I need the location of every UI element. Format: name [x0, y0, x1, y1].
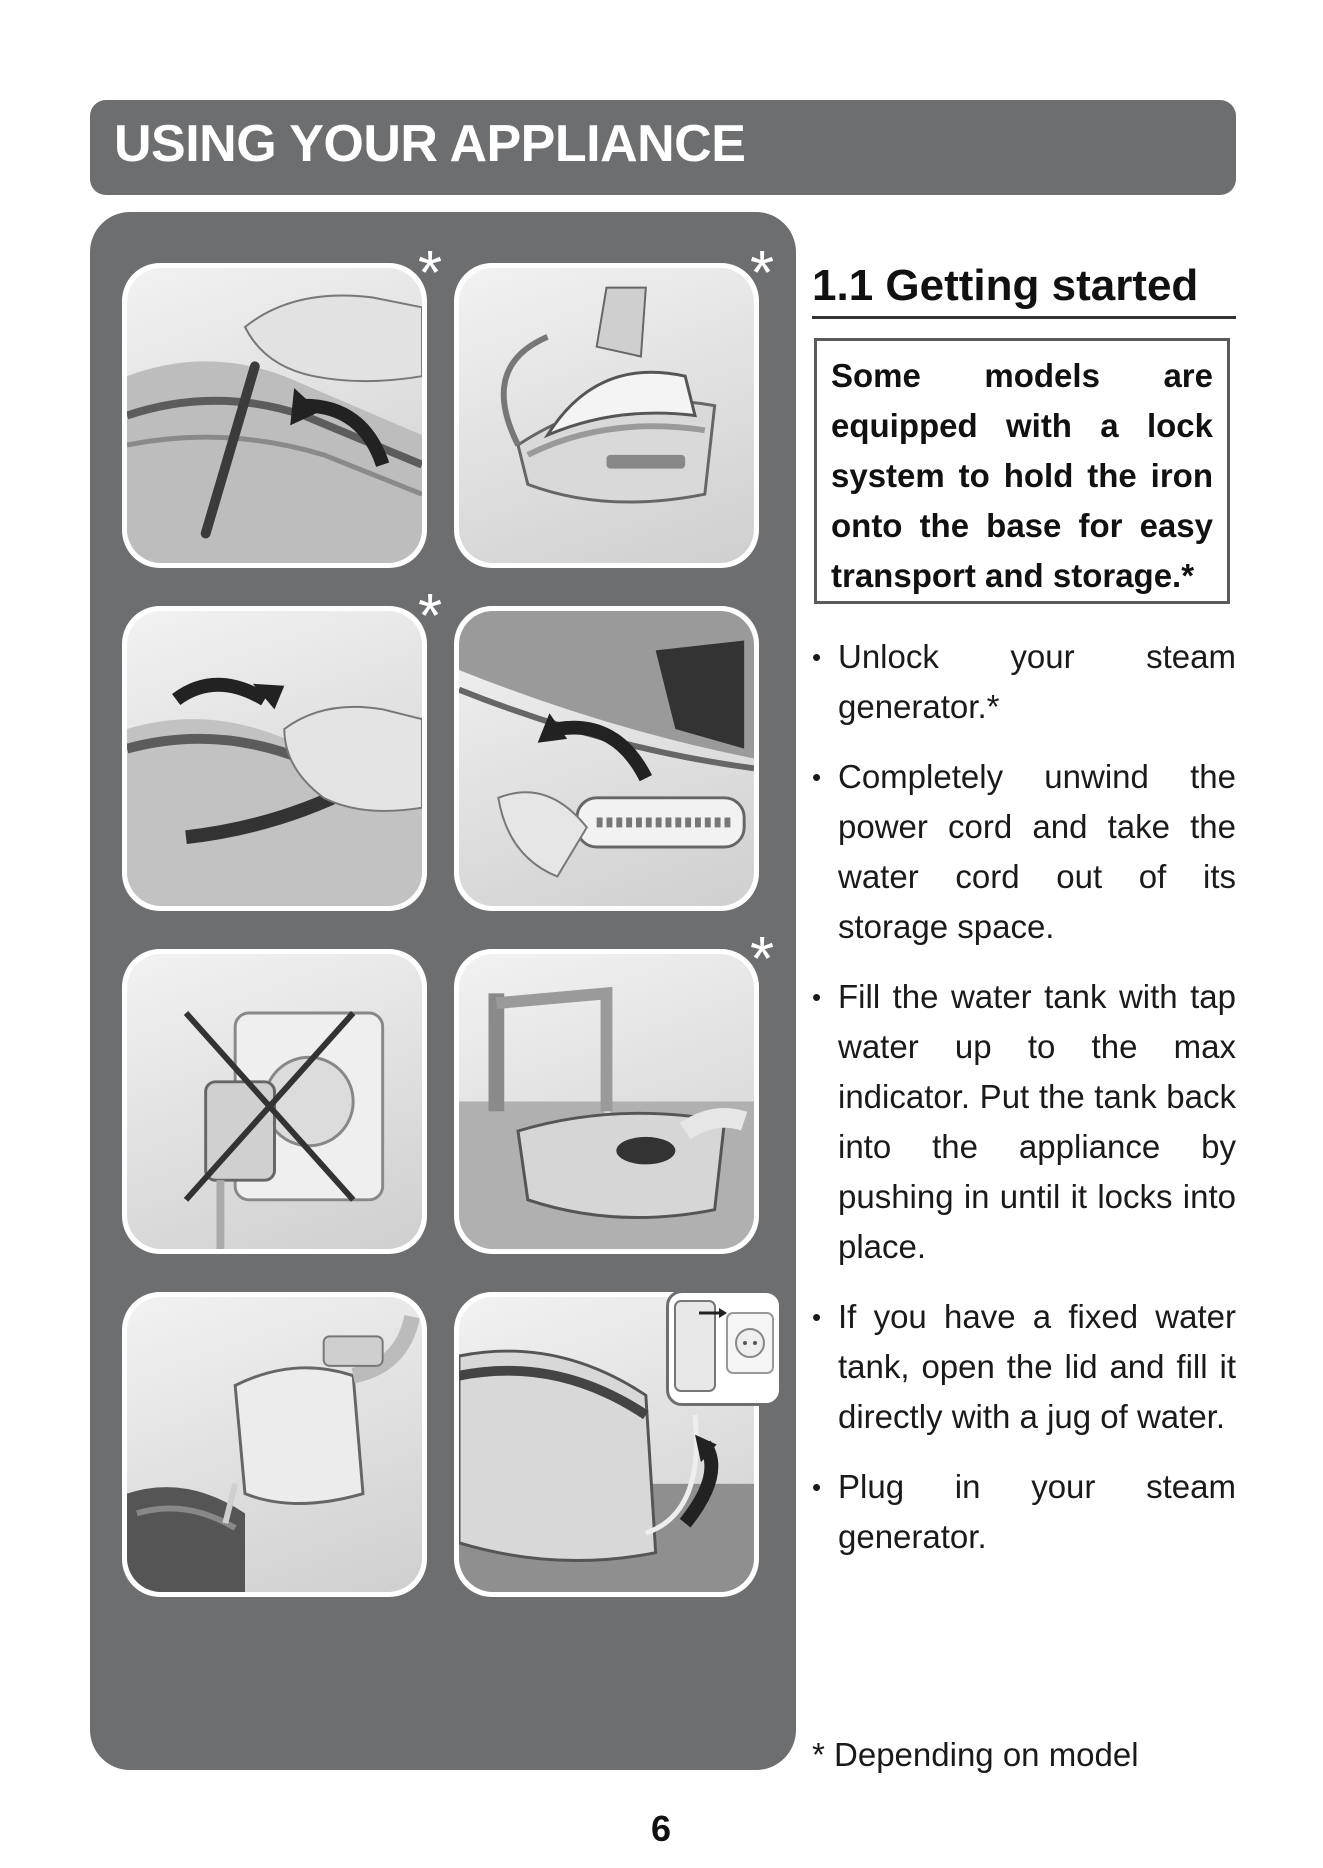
asterisk-mark: * — [418, 239, 443, 308]
illustration-slide-lock-lever — [122, 606, 427, 911]
asterisk-mark: * — [418, 582, 443, 651]
illustration-pull-out-water-cord — [454, 606, 759, 911]
list-item-text: If you have a fixed water tank, open the lid and fill it directly with a jug of water. — [838, 1298, 1236, 1435]
illustration-do-not-plug-in-yet — [122, 949, 427, 1254]
list-item — [812, 972, 1236, 1272]
note-box — [814, 338, 1230, 604]
list-item — [812, 752, 1236, 952]
header-title: USING YOUR APPLIANCE — [114, 115, 746, 173]
list-item — [812, 632, 1236, 732]
footnote: * Depending on model — [812, 1736, 1139, 1773]
illustration-carry-iron-on-base — [454, 263, 759, 568]
list-item — [812, 1292, 1236, 1442]
bullet-marker: • — [812, 762, 822, 792]
socket-inset-image — [666, 1290, 782, 1406]
asterisk-mark: * — [750, 925, 775, 994]
bullet-marker: • — [812, 982, 822, 1012]
note-text: Some models are equipped with a lock system to hold the iron onto the base for easy transport and storage.* — [831, 357, 1213, 594]
section-title-underline — [812, 316, 1236, 319]
bullet-marker: • — [812, 642, 822, 672]
illustration-fill-tank-from-tap — [454, 949, 759, 1254]
illustration-lever-lock-release — [122, 263, 427, 568]
list-item-text: Fill the water tank with tap water up to the max indicator. Put the tank back into the appliance by pushing in until it locks into place. — [838, 978, 1236, 1265]
list-item-text: Plug in your steam generator. — [838, 1468, 1236, 1555]
illustration-fill-fixed-tank-with-jug — [122, 1292, 427, 1597]
asterisk-mark: * — [750, 239, 775, 308]
list-item-text: Unlock your steam generator.* — [838, 638, 1236, 725]
section-header — [90, 100, 1236, 195]
bullet-marker: • — [812, 1472, 822, 1502]
page-number: 6 — [650, 1808, 672, 1849]
list-item — [812, 1462, 1236, 1562]
bullet-marker: • — [812, 1302, 822, 1332]
list-item-text: Completely unwind the power cord and take the water cord out of its storage space. — [838, 758, 1236, 945]
illustration-panel — [90, 212, 796, 1770]
section-title: 1.1 Getting started — [812, 261, 1199, 310]
instruction-list — [812, 632, 1236, 1582]
